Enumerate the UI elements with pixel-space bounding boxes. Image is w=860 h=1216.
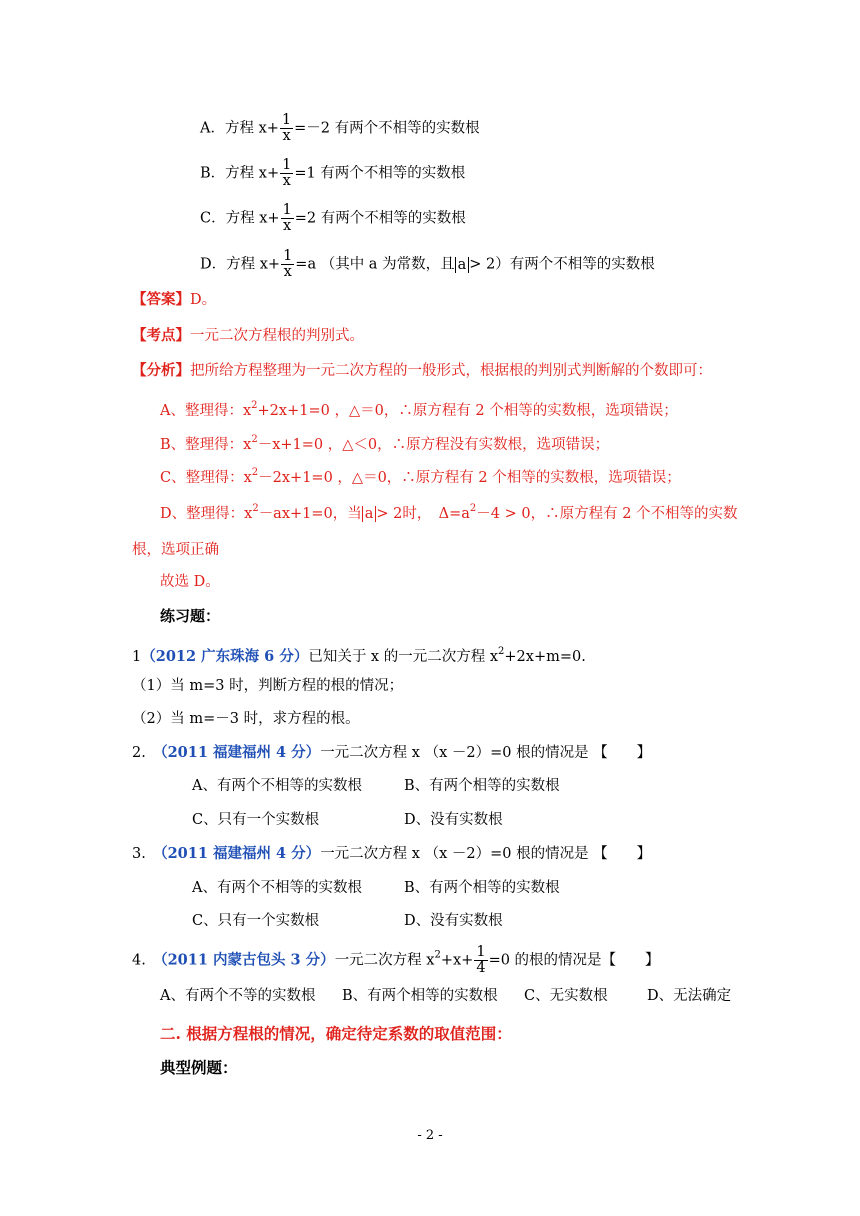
superscript: 2	[469, 503, 477, 514]
q1-line	[132, 642, 586, 667]
option-c-suffix: =2 有两个不相等的实数根	[294, 210, 466, 227]
point-line	[132, 326, 364, 346]
fraction	[474, 945, 487, 976]
fraction-den: 4	[476, 960, 486, 976]
fraction-num: 1	[282, 202, 292, 218]
option-d-mid: =a （其中 a 为常数，且	[295, 256, 455, 273]
analysis-d-pre: D、整理得：x	[160, 506, 253, 522]
option-a	[200, 113, 480, 144]
q1-sub1: （1）当 m=3 时，判断方程的根的情况；	[132, 678, 404, 694]
fraction	[280, 158, 293, 189]
answer-tag: 【答案】	[132, 291, 190, 308]
option-b	[200, 158, 465, 189]
q3-text: 一元二次方程 x （x －2）=0 根的情况是 【 】	[320, 846, 652, 862]
q4-option-b: B、有两个相等的实数根	[342, 988, 498, 1004]
superscript: 2	[251, 400, 258, 411]
answer-line	[132, 290, 216, 310]
fraction-num: 1	[281, 112, 292, 128]
q3-option-c: C、只有一个实数根	[192, 913, 320, 929]
q3-option-a: A、有两个不相等的实数根	[192, 880, 362, 896]
q2-line	[132, 743, 651, 763]
q1-text-post: +2x+m=0.	[504, 649, 586, 665]
abs-value: a	[455, 257, 470, 273]
point-text: 一元二次方程根的判别式。	[190, 328, 364, 344]
analysis-b-pre: B、整理得：x	[160, 437, 252, 453]
fraction-den: x	[283, 264, 292, 280]
option-a-prefix: A．方程 x+	[200, 120, 279, 137]
analysis-b-post: －x+1=0 ，△＜0，∴原方程没有实数根，选项错误；	[257, 437, 610, 453]
analysis-text: 把所给方程整理为一元二次方程的一般形式，根据根的判别式判断解的个数即可：	[190, 363, 712, 379]
q2-option-b: B、有两个相等的实数根	[404, 778, 560, 794]
answer-text: D。	[190, 292, 217, 308]
q1-num: 1	[132, 649, 142, 665]
fraction	[281, 203, 294, 234]
analysis-d-cont: 根，选项正确	[132, 542, 219, 558]
option-c	[200, 203, 466, 234]
practice-title: 练习题：	[160, 607, 221, 625]
fraction-den: x	[282, 173, 291, 189]
option-b-prefix: B．方程 x+	[200, 165, 280, 182]
analysis-c-pre: C、整理得：x	[160, 470, 252, 486]
examples-title: 典型例题：	[160, 1058, 238, 1077]
superscript: 2	[252, 503, 259, 514]
q2-num: 2.	[132, 745, 146, 761]
q4-source: （2011 内蒙古包头 3 分）	[160, 951, 335, 969]
analysis-a	[160, 396, 678, 421]
option-d-prefix: D．方程 x+	[200, 256, 281, 273]
fraction-num: 1	[283, 248, 293, 264]
analysis-a-pre: A、整理得：x	[160, 403, 252, 419]
q1-sub2: （2）当 m=－3 时，求方程的根。	[132, 711, 360, 727]
q3-num: 3.	[132, 846, 146, 862]
analysis-b	[160, 430, 609, 455]
q3-line	[132, 844, 651, 864]
fraction-num: 1	[476, 944, 486, 960]
q2-source: （2011 福建福州 4 分）	[160, 744, 321, 761]
q4-option-c: C、无实数根	[524, 988, 608, 1004]
section-2-heading: 二. 根据方程根的情况，确定待定系数的取值范围：	[160, 1024, 512, 1043]
q3-option-d: D、没有实数根	[404, 913, 503, 929]
analysis-d-post: －4 > 0，∴原方程有 2 个不相等的实数	[476, 506, 738, 522]
q4-option-a: A、有两个不等的实数根	[160, 988, 316, 1004]
option-b-suffix: =1 有两个不相等的实数根	[294, 165, 466, 182]
q2-option-d: D、没有实数根	[404, 812, 503, 828]
option-d	[200, 249, 655, 280]
analysis-d-mid2: > 2时， Δ=a	[376, 506, 470, 522]
q4-option-d: D、无法确定	[647, 988, 732, 1004]
q4-text-pre: 一元二次方程 x	[334, 952, 435, 969]
abs-value: a	[362, 506, 377, 522]
option-a-suffix: =－2 有两个不相等的实数根	[294, 120, 480, 137]
fraction-num: 1	[282, 157, 292, 173]
analysis-c-post: －2x+1=0 ，△＝0，∴原方程有 2 个相等的实数根，选项错误；	[258, 470, 681, 486]
q4-text-mid: +x+	[440, 952, 474, 969]
fraction-den: x	[282, 128, 291, 144]
analysis-c	[160, 463, 681, 488]
fraction	[280, 113, 293, 144]
q1-text-pre: 已知关于 x 的一元二次方程 x	[308, 649, 499, 665]
q2-option-c: C、只有一个实数根	[192, 812, 320, 828]
page-number: - 2 -	[417, 1128, 443, 1143]
q1-source: （2012 广东珠海 6 分）	[141, 648, 309, 665]
q4-num: 4.	[132, 952, 146, 969]
point-tag: 【考点】	[132, 327, 190, 344]
analysis-d-mid: －ax+1=0，当	[258, 506, 362, 522]
option-c-prefix: C．方程 x+	[200, 210, 280, 227]
superscript: 2	[498, 646, 505, 657]
analysis-line	[132, 361, 712, 381]
analysis-tag: 【分析】	[132, 362, 190, 379]
option-d-cond: > 2）有两个不相等的实数根	[469, 256, 655, 273]
superscript: 2	[434, 949, 441, 961]
q2-text: 一元二次方程 x （x －2）=0 根的情况是 【 】	[320, 745, 652, 761]
q4-text-post: =0 的根的情况是【 】	[488, 952, 660, 969]
analysis-d	[160, 499, 738, 524]
fraction-den: x	[283, 218, 292, 234]
superscript: 2	[251, 434, 258, 445]
analysis-a-post: +2x+1=0 ，△＝0，∴原方程有 2 个相等的实数根，选项错误；	[257, 403, 678, 419]
q2-option-a: A、有两个不相等的实数根	[192, 778, 362, 794]
q3-option-b: B、有两个相等的实数根	[404, 880, 560, 896]
superscript: 2	[251, 467, 259, 478]
q3-source: （2011 福建福州 4 分）	[160, 845, 321, 862]
q4-line	[132, 945, 660, 976]
conclusion: 故选 D。	[160, 574, 220, 590]
fraction	[281, 249, 294, 280]
